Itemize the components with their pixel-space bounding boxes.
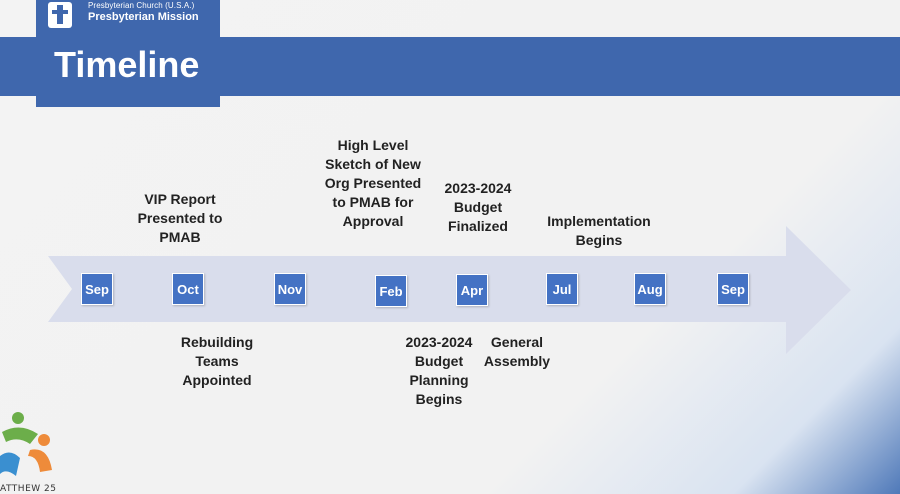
month-marker-apr: Apr bbox=[456, 274, 488, 306]
matthew-25-text: ATTHEW 25 bbox=[0, 484, 57, 494]
event-rebuilding-teams: Rebuilding Teams Appointed bbox=[180, 334, 254, 388]
slide-title: Timeline bbox=[54, 44, 200, 85]
event-budget-finalized: 2023-2024 Budget Finalized bbox=[444, 180, 512, 234]
month-marker-oct: Oct bbox=[172, 273, 204, 305]
event-budget-planning: 2023-2024 Budget Planning Begins bbox=[405, 334, 473, 407]
month-marker-jul: Jul bbox=[546, 273, 578, 305]
month-marker-feb: Feb bbox=[375, 275, 407, 307]
event-implementation-begins: Implementation Begins bbox=[547, 213, 651, 248]
month-marker-aug: Aug bbox=[634, 273, 666, 305]
month-marker-sep-end: Sep bbox=[717, 273, 749, 305]
matthew-25-logo bbox=[0, 410, 60, 486]
event-high-level-sketch: High Level Sketch of New Org Presented to PMAB for Approval bbox=[324, 137, 422, 229]
event-vip-report: VIP Report Presented to PMAB bbox=[137, 191, 223, 245]
event-general-assembly: General Assembly bbox=[483, 334, 551, 369]
logo-mission-name: Presbyterian Mission bbox=[88, 11, 199, 23]
logo-org-name: Presbyterian Church (U.S.A.) bbox=[88, 1, 195, 10]
month-marker-sep-start: Sep bbox=[81, 273, 113, 305]
month-marker-nov: Nov bbox=[274, 273, 306, 305]
